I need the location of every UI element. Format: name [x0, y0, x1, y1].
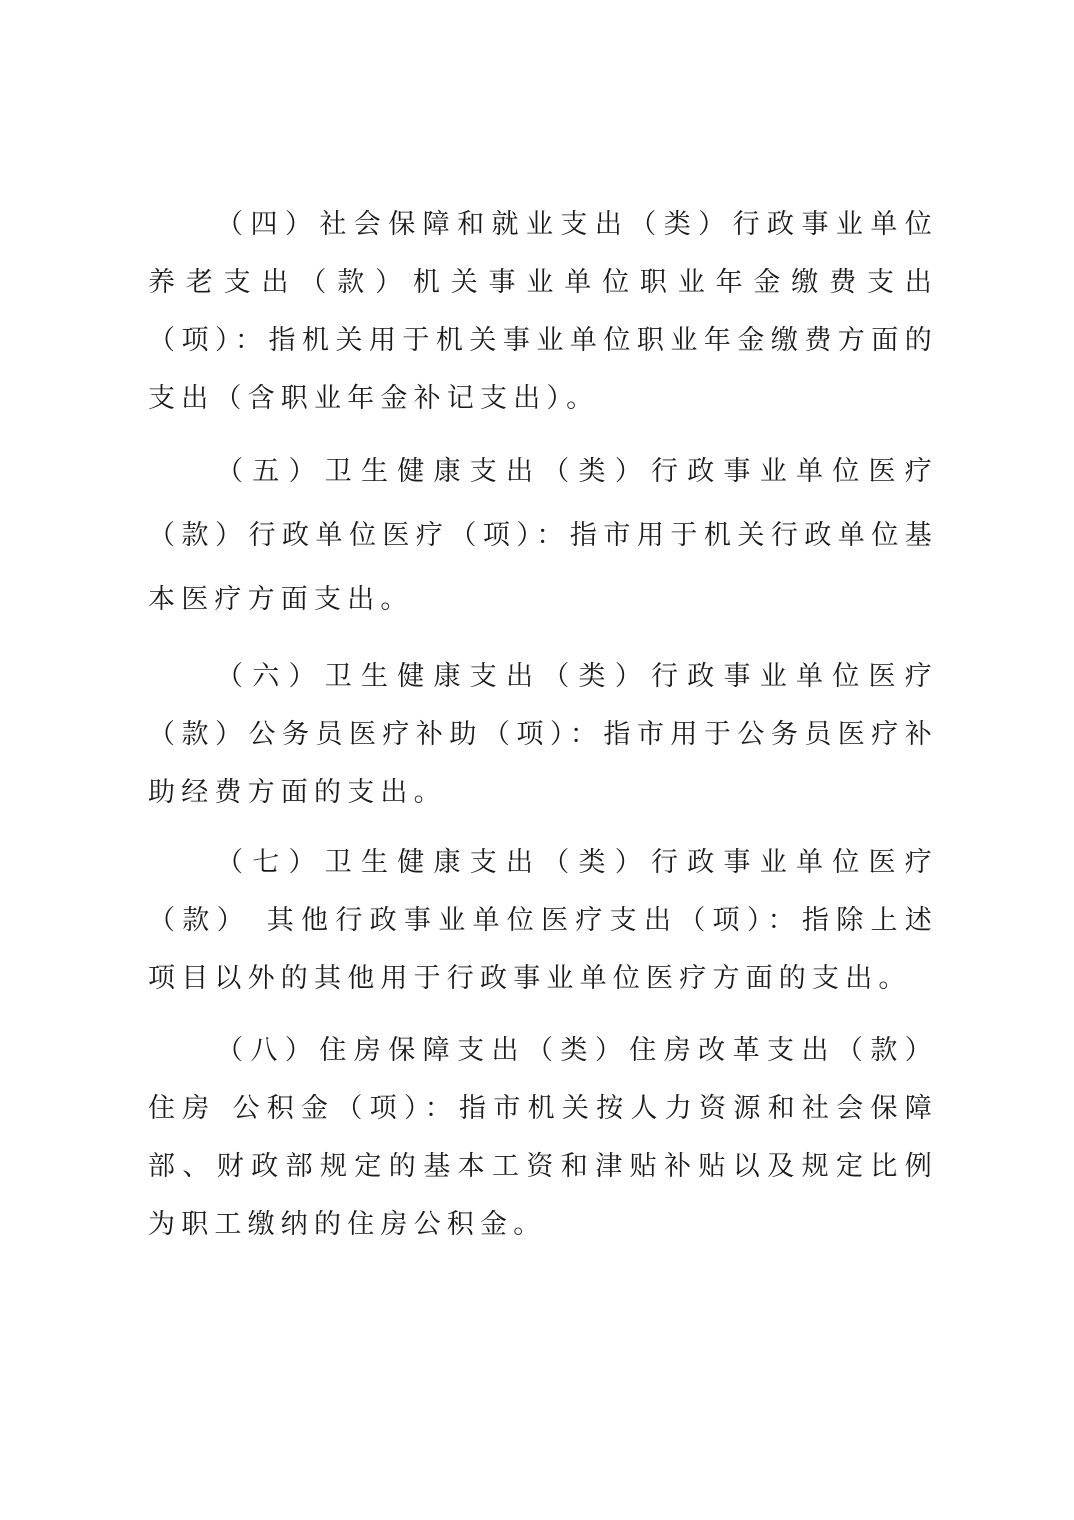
paragraph-civil-servant-medical-subsidy: （六）卫生健康支出（类）行政事业单位医疗（款）公务员医疗补助（项）：指市用于公务员医疗补助经费方面的支出。: [148, 661, 938, 808]
paragraph-pension-annuity: （四）社会保障和就业支出（类）行政事业单位养老支出（款）机关事业单位职业年金缴费支出（项）：指机关用于机关事业单位职业年金缴费方面的支出（含职业年金补记支出）。: [148, 209, 938, 414]
paragraph-other-medical: （七）卫生健康支出（类）行政事业单位医疗（款） 其他行政事业单位医疗支出（项）：指除上述项目以外的其他用于行政事业单位医疗方面的支出。: [148, 847, 938, 994]
paragraph-housing-fund: （八）住房保障支出（类）住房改革支出（款）住房 公积金（项）：指市机关按人力资源和社会保障 部、财政部规定的基本工资和津贴补贴以及规定比例为职工缴纳的住房公积金。: [148, 1035, 938, 1240]
paragraph-admin-medical: （五）卫生健康支出（类）行政事业单位医疗（款）行政单位医疗（项）：指市用于机关行政单位基本医疗方面支出。: [148, 456, 938, 615]
